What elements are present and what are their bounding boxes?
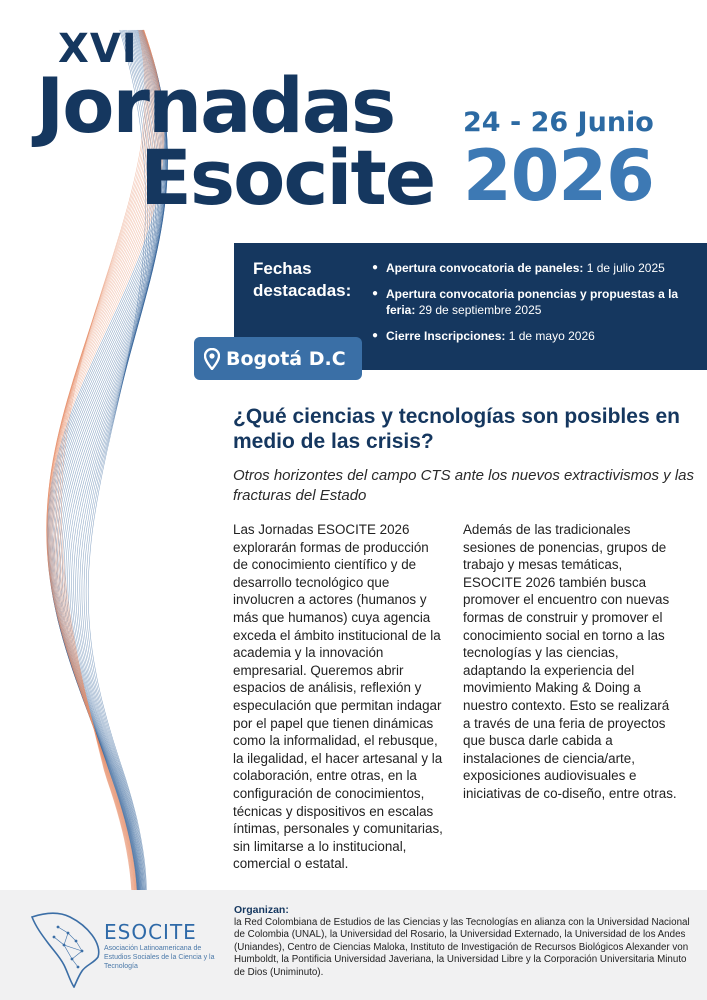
map-pin-icon — [204, 348, 220, 370]
event-dates: 24 - 26 Junio — [463, 107, 654, 138]
edition-number: XVI — [58, 26, 138, 72]
logo-subtitle: Asociación Latinoamericana de Estudios Sociales de la Ciencia y la Tecnología — [104, 945, 215, 970]
title-esocite: Esocite — [140, 133, 435, 222]
highlight-dates-label: Fechas destacadas: — [253, 259, 352, 300]
main-question-heading: ¿Qué ciencias y tecnologías son posibles en medio de las crisis? — [233, 405, 680, 453]
title-jornadas: Jornadas — [36, 61, 395, 150]
highlight-date-name: Apertura convocatoria ponencias y propuestas a la feria: — [386, 287, 679, 317]
event-year: 2026 — [463, 135, 654, 217]
body-text-right: Además de las tradicionales sesiones de ponencias, grupos de trabajo y mesas temáticas, ESOCITE 2026 también busca promover el encuentro con nuevas formas de construir y promover el conocimiento social en torno a las tecnologías y las ciencias, adaptando la experiencia del movimiento Making & Doing a nuestro contexto. Esto se realizará a través de una feria de proyectos que busca darle cabida a instalaciones de ciencia/arte, exposiciones audiovisuales e iniciativas de co-diseño, entre otras. — [463, 522, 677, 801]
highlight-date-name: Cierre Inscripciones: — [386, 329, 506, 343]
highlight-dates-list — [372, 260, 702, 354]
logo-title: ESOCITE — [104, 920, 197, 944]
highlight-date-item — [372, 286, 702, 318]
body-text-left: Las Jornadas ESOCITE 2026 explorarán formas de producción de conocimiento científico y de desarrollo tecnológico que involucren a actores (humanos y más que humanos) cuya agencia exceda el ámbito institucional de la academia y la innovación empresarial. Queremos abrir espacios de análisis, reflexión y especulación que permitan indagar por el papel que tienen dinámicas como la informalidad, el rebusque, la ilegalidad, el hacer artesanal y la colaboración, entre otras, en la configuración de conocimientos, técnicas y dispositivos en escalas íntimas, personales y comunitarias, sin limitarse a lo institucional, comercial o estatal. — [233, 522, 443, 872]
location-text: Bogotá D.C — [226, 347, 346, 370]
location-badge — [194, 337, 362, 380]
highlight-date-value: 1 de mayo 2026 — [508, 329, 595, 343]
organizers-label: Organizan: — [234, 904, 289, 916]
highlight-date-value: 1 de julio 2025 — [586, 261, 665, 275]
highlight-date-name: Apertura convocatoria de paneles: — [386, 261, 584, 275]
highlight-date-value: 29 de septiembre 2025 — [418, 303, 542, 317]
subheading: Otros horizontes del campo CTS ante los nuevos extractivismos y las fracturas del Estado — [233, 467, 695, 504]
organizers-text: la Red Colombiana de Estudios de las Ciencias y las Tecnologías en alianza con la Universidad Nacional de Colombia (UNAL), la Universidad del Rosario, la Universidad Externado, la Universidad de los Andes (Uniandes), Centro de Ciencias Maloka, Instituto de Investigación de Recursos Biológicos Alexander von Humboldt, la Pontificia Universidad Javeriana, la Universidad Libre y la Corporación Universitaria Minuto de Dios (Uniminuto). — [234, 917, 690, 978]
highlight-date-item — [372, 328, 702, 344]
highlight-date-item — [372, 260, 702, 276]
